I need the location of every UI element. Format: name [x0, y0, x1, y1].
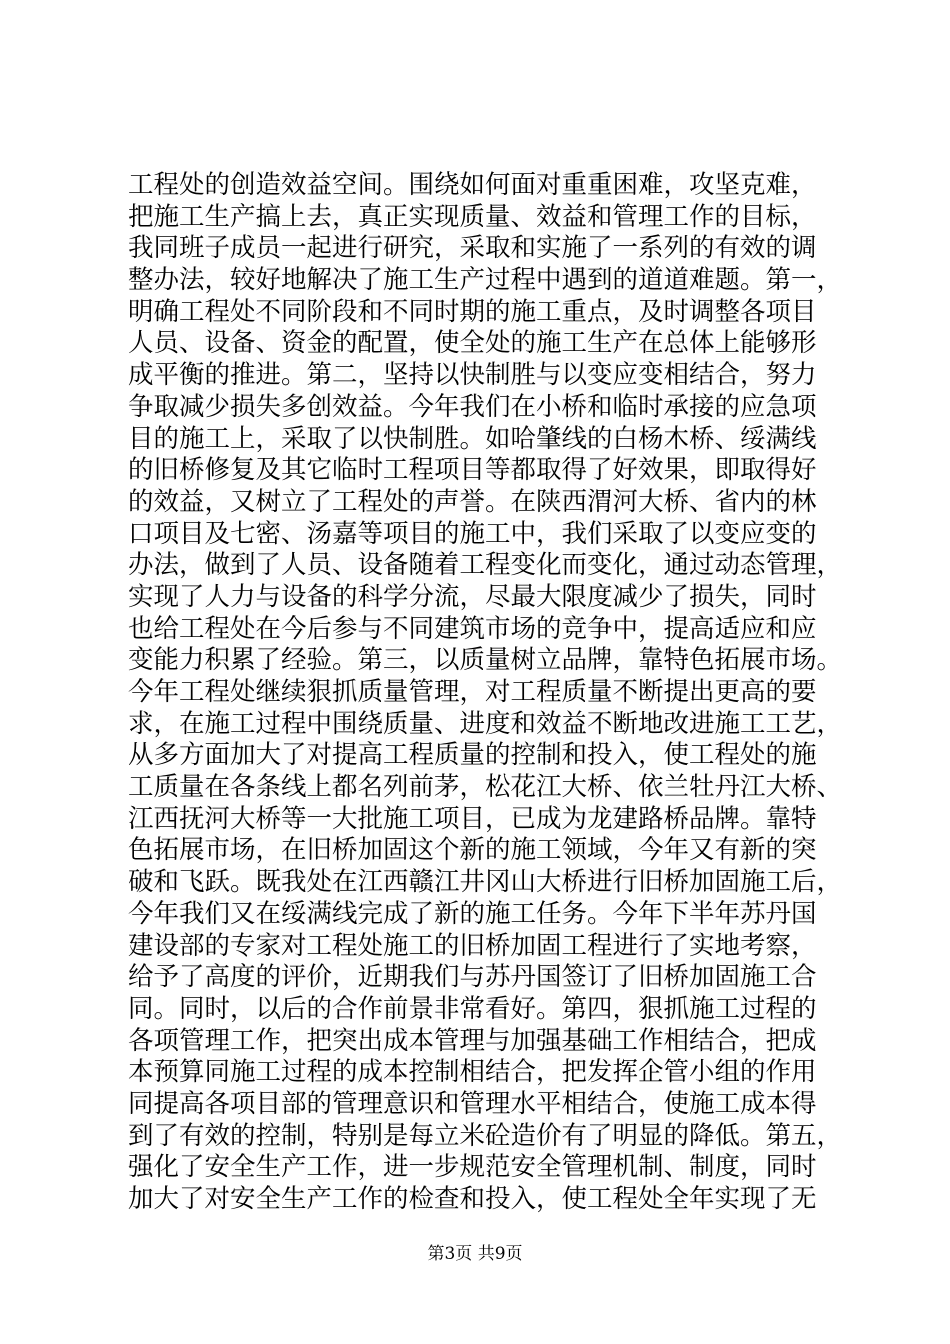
- text-line: 加大了对安全生产工作的检查和投入，使工程处全年实现了无: [128, 1184, 817, 1214]
- text-line: 实现了人力与设备的科学分流，尽最大限度减少了损失，同时: [128, 581, 817, 612]
- text-line: 本预算同施工过程的成本控制相结合，把发挥企管小组的作用: [128, 1057, 817, 1088]
- text-line: 江西抚河大桥等一大批施工项目，已成为龙建路桥品牌。靠特: [128, 803, 817, 834]
- text-line: 也给工程处在今后参与不同建筑市场的竞争中，提高适应和应: [128, 613, 817, 644]
- text-line: 的旧桥修复及其它临时工程项目等都取得了好效果，即取得好: [128, 455, 817, 486]
- text-line: 目的施工上，采取了以快制胜。如哈肇线的白杨木桥、绥满线: [128, 423, 817, 454]
- page-indicator: 第3页 共9页: [427, 1244, 523, 1264]
- text-line: 工质量在各条线上都名列前茅，松花江大桥、依兰牡丹江大桥、: [128, 772, 843, 803]
- body-text: [128, 170, 858, 1216]
- text-line: 强化了安全生产工作，进一步规范安全管理机制、制度，同时: [128, 1152, 817, 1183]
- text-line: 成平衡的推进。第二，坚持以快制胜与以变应变相结合，努力: [128, 360, 817, 391]
- text-line: 变能力积累了经验。第三，以质量树立品牌，靠特色拓展市场。: [128, 645, 843, 676]
- text-line: 工程处的创造效益空间。围绕如何面对重重困难，攻坚克难，: [128, 170, 817, 200]
- text-line: 从多方面加大了对提高工程质量的控制和投入，使工程处的施: [128, 740, 817, 771]
- text-line: 我同班子成员一起进行研究，采取和实施了一系列的有效的调: [128, 233, 817, 264]
- text-line: 把施工生产搞上去，真正实现质量、效益和管理工作的目标，: [128, 201, 817, 232]
- text-line: 的效益，又树立了工程处的声誉。在陕西渭河大桥、省内的林: [128, 486, 817, 517]
- text-line: 求，在施工过程中围绕质量、进度和效益不断地改进施工工艺，: [128, 708, 843, 739]
- text-line: 各项管理工作，把突出成本管理与加强基础工作相结合，把成: [128, 1025, 817, 1056]
- text-line: 明确工程处不同阶段和不同时期的施工重点，及时调整各项目: [128, 296, 817, 327]
- text-line: 破和飞跃。既我处在江西赣江井冈山大桥进行旧桥加固施工后，: [128, 867, 843, 898]
- text-line: 到了有效的控制，特别是每立米砼造价有了明显的降低。第五，: [128, 1120, 843, 1151]
- text-line: 同。同时，以后的合作前景非常看好。第四，狠抓施工过程的: [128, 993, 817, 1024]
- text-line: 争取减少损失多创效益。今年我们在小桥和临时承接的应急项: [128, 391, 817, 422]
- text-line: 同提高各项目部的管理意识和管理水平相结合，使施工成本得: [128, 1088, 817, 1119]
- text-line: 今年工程处继续狠抓质量管理，对工程质量不断提出更高的要: [128, 677, 817, 707]
- text-line: 办法，做到了人员、设备随着工程变化而变化，通过动态管理，: [128, 550, 843, 581]
- text-line: 整办法，较好地解决了施工生产过程中遇到的道道难题。第一，: [128, 265, 843, 296]
- text-line: 建设部的专家对工程处施工的旧桥加固工程进行了实地考察，: [128, 930, 817, 961]
- page-footer: [0, 1242, 950, 1266]
- text-line: 口项目及七密、汤嘉等项目的施工中，我们采取了以变应变的: [128, 518, 817, 549]
- text-line: 色拓展市场，在旧桥加固这个新的施工领域，今年又有新的突: [128, 835, 817, 866]
- text-line: 今年我们又在绥满线完成了新的施工任务。今年下半年苏丹国: [128, 898, 817, 929]
- text-line: 人员、设备、资金的配置，使全处的施工生产在总体上能够形: [128, 328, 817, 359]
- text-line: 给予了高度的评价，近期我们与苏丹国签订了旧桥加固施工合: [128, 962, 817, 993]
